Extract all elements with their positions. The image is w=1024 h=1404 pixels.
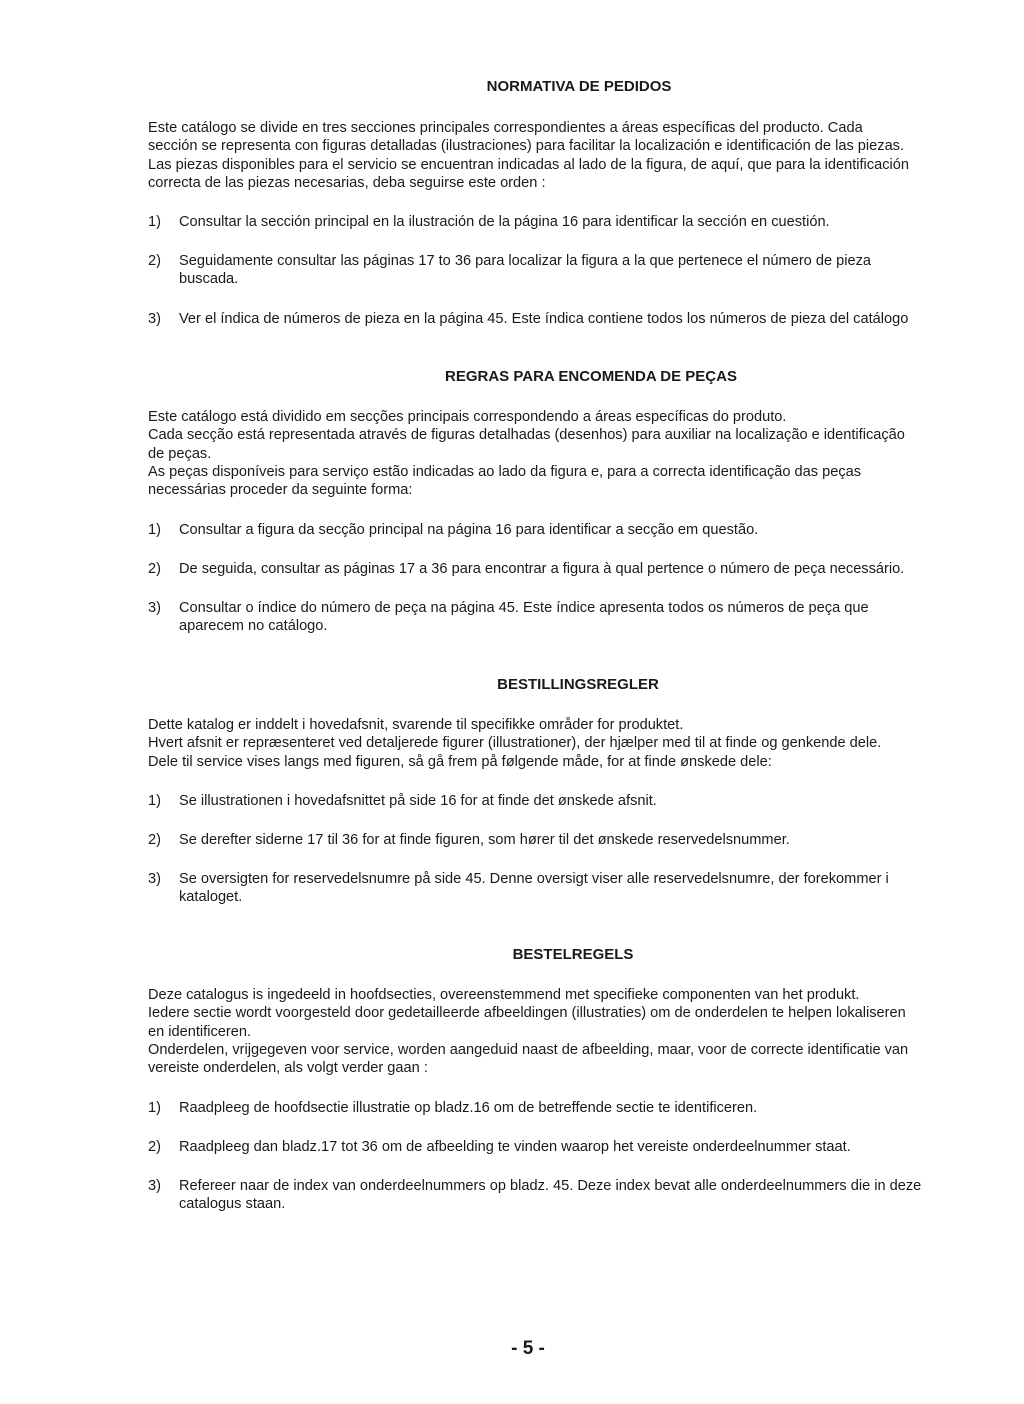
intro-line: As peças disponíveis para serviço estão indicadas ao lado da figura e, para a correcta identificação das peças bbox=[148, 463, 862, 480]
step-text: Consultar la sección principal en la ilustración de la página 16 para identificar la sección en cuestión. bbox=[179, 214, 830, 230]
step-number: 2) bbox=[148, 832, 161, 848]
step-number: 2) bbox=[148, 561, 161, 577]
step-text: De seguida, consultar as páginas 17 a 36 para encontrar a figura à qual pertence o número de peça necessário. bbox=[179, 561, 905, 577]
section-heading: BESTELREGELS bbox=[512, 946, 634, 963]
intro-line: correcta de las piezas necesarias, deba seguirse este orden : bbox=[148, 174, 546, 191]
intro-line: Onderdelen, vrijgegeven voor service, worden aangeduid naast de afbeelding, maar, voor de correcte identificatie van bbox=[148, 1041, 909, 1058]
step-text: Se illustrationen i hovedafsnittet på side 16 for at finde det ønskede afsnit. bbox=[179, 793, 657, 809]
step-text: Raadpleeg de hoofdsectie illustratie op bladz.16 om de betreffende sectie te identificeren. bbox=[179, 1100, 758, 1116]
step-number: 2) bbox=[148, 1139, 161, 1155]
intro-line: Las piezas disponibles para el servicio se encuentran indicadas al lado de la figura, de aquí, que para la identificación bbox=[148, 156, 909, 173]
intro-line: Este catálogo está dividido em secções principais correspondendo a áreas específicas do produto. bbox=[148, 409, 787, 425]
section-intro bbox=[148, 119, 968, 192]
intro-line: de peças. bbox=[148, 445, 212, 462]
intro-line: Cada secção está representada através de figuras detalhadas (desenhos) para auxiliar na localização e identificação bbox=[148, 427, 905, 444]
intro-line: Dette katalog er inddelt i hovedafsnit, svarende til specifikke områder for produktet. bbox=[148, 717, 684, 733]
section-intro bbox=[148, 716, 968, 771]
step-text: Se oversigten for reservedelsnumre på side 45. Denne oversigt viser alle reservedelsnumre, der forekommer i kataloget. bbox=[179, 871, 889, 906]
step-number: 3) bbox=[148, 1178, 161, 1194]
step-number: 1) bbox=[148, 1100, 161, 1116]
intro-line: en identificeren. bbox=[148, 1023, 252, 1040]
intro-line: Este catálogo se divide en tres secciones principales correspondientes a áreas específicas del producto. Cada bbox=[148, 120, 863, 136]
step-number: 3) bbox=[148, 311, 161, 327]
intro-line: sección se representa con figuras detalladas (ilustraciones) para facilitar la localización e identificación de las piezas. bbox=[148, 138, 905, 155]
step-number: 1) bbox=[148, 793, 161, 809]
section-heading: REGRAS PARA ENCOMENDA DE PEÇAS bbox=[445, 368, 737, 385]
step-text: Se derefter siderne 17 til 36 for at finde figuren, som hører til det ønskede reservedelsnummer. bbox=[179, 832, 790, 848]
step-text: Consultar a figura da secção principal na página 16 para identificar a secção em questão. bbox=[179, 522, 759, 538]
intro-line: Iedere sectie wordt voorgesteld door gedetailleerde afbeeldingen (illustraties) om de onderdelen te helpen lokaliseren bbox=[148, 1005, 906, 1022]
intro-line: necessárias proceder da seguinte forma: bbox=[148, 482, 413, 499]
section-heading: BESTILLINGSREGLER bbox=[497, 676, 659, 693]
step-text: Ver el índica de números de pieza en la página 45. Este índica contiene todos los números de pieza del catálogo bbox=[179, 311, 909, 327]
intro-line: Hvert afsnit er repræsenteret ved detaljerede figurer (illustrationer), der hjælper med til at finde og genkende dele. bbox=[148, 735, 882, 752]
intro-line: Dele til service vises langs med figuren, så gå frem på følgende måde, for at finde ønskede dele: bbox=[148, 753, 772, 770]
step-text: Refereer naar de index van onderdeelnummers op bladz. 45. Deze index bevat alle onderdeelnummers die in deze catalogus staan. bbox=[179, 1178, 922, 1213]
intro-line: Deze catalogus is ingedeeld in hoofdsecties, overeenstemmend met specifieke componenten van het produkt. bbox=[148, 987, 860, 1003]
step-text: Seguidamente consultar las páginas 17 to 36 para localizar la figura a la que pertenece el número de pieza buscada. bbox=[179, 253, 872, 288]
step-number: 2) bbox=[148, 253, 161, 269]
page-number: - 5 - bbox=[511, 1338, 545, 1359]
intro-line: vereiste onderdelen, als volgt verder gaan : bbox=[148, 1060, 428, 1077]
step-text: Raadpleeg dan bladz.17 tot 36 om de afbeelding te vinden waarop het vereiste onderdeelnummer staat. bbox=[179, 1139, 851, 1155]
step-number: 1) bbox=[148, 522, 161, 538]
step-number: 1) bbox=[148, 214, 161, 230]
step-number: 3) bbox=[148, 600, 161, 616]
section-heading: NORMATIVA DE PEDIDOS bbox=[486, 78, 672, 95]
step-text: Consultar o índice do número de peça na página 45. Este índice apresenta todos os números de peça que aparecem no catálogo. bbox=[179, 600, 869, 635]
section-intro bbox=[148, 408, 968, 499]
section-intro bbox=[148, 986, 968, 1077]
step-number: 3) bbox=[148, 871, 161, 887]
